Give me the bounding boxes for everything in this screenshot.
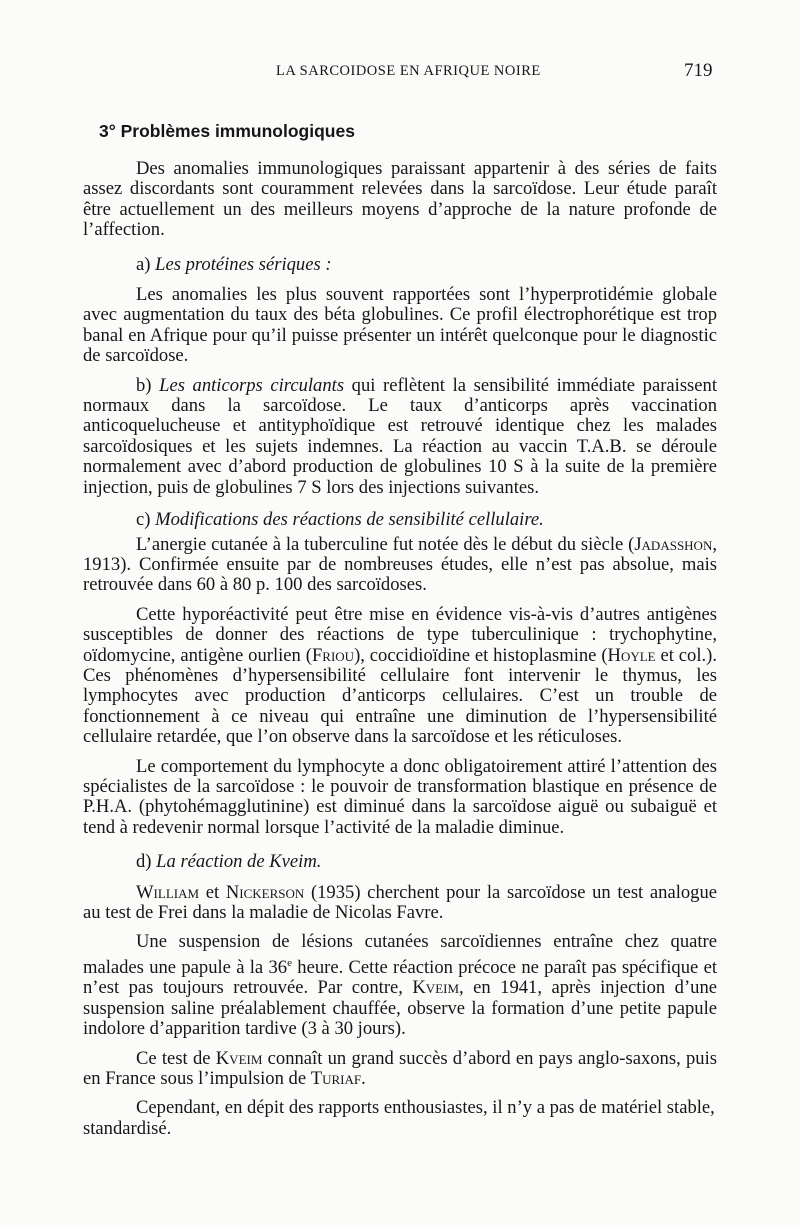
text-run: heure. Cette réaction précoce ne paraît pas spécifique et n’est pas toujours retrouvée. Par contre, (83, 957, 717, 999)
subsection-c-paragraph-1 (83, 535, 717, 596)
subsection-d-title: La réaction de Kveim. (156, 851, 322, 873)
subsection-b-title: Les anticorps circulants (159, 374, 345, 396)
superscript: e (287, 956, 292, 969)
section-heading: 3° Problèmes immunologiques (99, 121, 355, 141)
subsection-d-paragraph-4: Cependant, en dépit des rapports enthousiastes, il n’y a pas de matériel stable, standardisé. (83, 1097, 715, 1139)
text-run: connaît un grand succès d’abord en pays anglo-saxons, puis en France sous l’impulsion de (83, 1047, 717, 1090)
author-name: Turiaf (310, 1068, 362, 1090)
text-run: (1935) cherchent pour la sarcoïdose un test analogue au test de Frei dans la maladie de Nicolas Favre. (83, 881, 718, 923)
text-run: L’anergie cutanée à la tuberculine fut notée dès le début du siècle ( (136, 533, 635, 555)
page-number: 719 (684, 60, 713, 81)
subsection-d-paragraph-2 (83, 932, 717, 1039)
subsection-d-paragraph-3 (83, 1049, 717, 1090)
text-run: Ce test de (136, 1047, 216, 1069)
author-name: Kveim (412, 977, 460, 999)
subsection-d-paragraph-1 (83, 883, 717, 924)
subsection-c-title: Modifications des réactions de sensibilité cellulaire. (155, 509, 544, 531)
subsection-c-paragraph-3: Le comportement du lymphocyte a donc obligatoirement attiré l’attention des spécialistes de la sarcoïdose : le pouvoir de transformation blastique en présence de P.H.A. (phytohémagglutinine) est diminué dans la sarcoïdose aiguë ou subaiguë et tend à redevenir normal lorsque l’activité de la maladie diminue. (83, 755, 717, 838)
text-run: . (361, 1068, 366, 1090)
author-name: Jadasshon (634, 533, 713, 555)
subsection-a-paragraph: Les anomalies les plus souvent rapportées sont l’hyperprotidémie globale avec augmentation du taux des béta globulines. Ce profil électrophorétique est trop banal en Afrique pour qu’il puisse présenter un intérêt quelconque pour le diagnostic de sarcoïdose. (83, 284, 717, 367)
subsection-d-label: d) (136, 851, 152, 873)
text-run: Une suspension de lésions cutanées sarcoïdiennes entraîne chez quatre malades une papule à la 36 (83, 931, 717, 978)
text-run: et (199, 881, 226, 903)
subsection-b-label: b) (136, 374, 152, 396)
text-run: ), coccidioïdine et histoplasmine ( (354, 644, 608, 666)
subsection-c-heading (136, 510, 717, 530)
subsection-c-label: c) (136, 509, 151, 531)
author-name: Friou (311, 644, 355, 666)
subsection-a-label: a) (136, 253, 151, 275)
text-run: et col.). Ces phénomènes d’hypersensibilité cellulaire font intervenir le thymus, les lymphocytes avec production d’anticorps cellulaires. C’est un trouble de fonctionnement à ce niveau qui entraîne une diminution de l’hypersensibilité cellulaire retardée, que l’on observe dans la sarcoïdose et les réticuloses. (83, 644, 718, 748)
subsection-a-title: Les protéines sériques : (155, 253, 332, 275)
subsection-b-text: qui reflètent la sensibilité immédiate paraissent normaux dans la sarcoïdose. Le taux d’anticorps après vaccination anticoquelucheuse et antityphoïdique est retrouvé identique chez les malades sarcoïdosiques et les sujets indemnes. La réaction au vaccin T.A.B. se déroule normalement avec d’abord production de globulines 10 S à la suite de la première injection, puis de globulines 7 S lors des injections suivantes. (83, 374, 718, 498)
author-name: William (136, 881, 200, 903)
text-run: Cette hyporéactivité peut être mise en évidence vis-à-vis d’autres antigènes susceptibles de donner des réactions de type tuberculinique : trychophytine, oïdomycine, antigène ourlien ( (83, 603, 717, 666)
author-name: Kveim (215, 1047, 263, 1069)
subsection-b-paragraph (83, 376, 717, 498)
text-run: , 1913). Confirmée ensuite par de nombreuses études, elle n’est pas absolue, mais retrouvée dans 60 à 80 p. 100 des sarcoïdoses. (83, 533, 717, 596)
running-header (0, 60, 800, 84)
subsection-c-paragraph-2 (83, 605, 717, 748)
subsection-d-heading (136, 852, 717, 872)
text-run: , en 1941, après injection d’une suspension saline préalablement chauffée, observe la formation d’une petite papule indolore d’apparition tardive (3 à 30 jours). (83, 977, 717, 1040)
section-intro-paragraph: Des anomalies immunologiques paraissant appartenir à des séries de faits assez discordants sont couramment relevées dans la sarcoïdose. Leur étude paraît être actuellement un des meilleurs moyens d’approche de la nature profonde de l’affection. (83, 158, 717, 241)
article-body (83, 121, 717, 1148)
author-name: Nickerson (225, 881, 305, 903)
subsection-a-heading (136, 255, 717, 275)
author-name: Hoyle (607, 644, 656, 666)
running-title: LA SARCOIDOSE EN AFRIQUE NOIRE (276, 63, 541, 79)
